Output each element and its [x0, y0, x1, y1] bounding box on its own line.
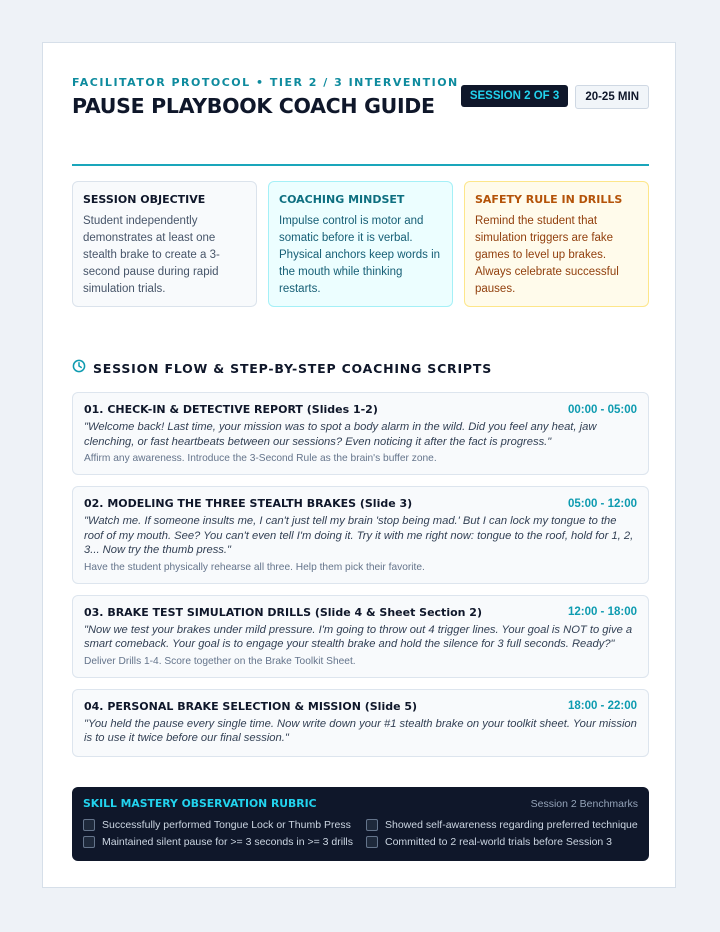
step-title: 04. PERSONAL BRAKE SELECTION & MISSION (Slide 5) [84, 699, 418, 713]
rubric-item-label: Showed self-awareness regarding preferred technique [385, 819, 638, 831]
rubric-item-label: Maintained silent pause for >= 3 seconds in >= 3 drills [102, 836, 353, 848]
objective-card [72, 181, 257, 307]
rubric-item [83, 819, 366, 831]
coach-guide-page [42, 42, 676, 888]
safety-card [464, 181, 649, 307]
step-title: 03. BRAKE TEST SIMULATION DRILLS (Slide 4 & Sheet Section 2) [84, 605, 482, 619]
step-note: Affirm any awareness. Introduce the 3-Second Rule as the brain's buffer zone. [84, 453, 437, 464]
step-script: "Watch me. If someone insults me, I can't just tell my brain 'stop being mad.' But I can lock my tongue to the roof of my mouth. See? You can't even tell I'm doing it. Try it with me right now: tongue to the roof, hold for 1, 2, 3... Now try the thumb press." [84, 515, 634, 556]
section-header [72, 359, 492, 378]
rubric-panel [72, 787, 649, 861]
step-time: 05:00 - 12:00 [567, 497, 637, 510]
card-title: SESSION OBJECTIVE [83, 193, 206, 206]
step-script: "Welcome back! Last time, your mission was to spot a body alarm in the wild. Did you feel any heat, jaw clenching, or fast heartbeats between our sessions? Even noticing it after the fact is progress." [84, 421, 597, 448]
card-text: Student independently demonstrates at least one stealth brake to create a 3-second pause during rapid simulation trials. [83, 215, 220, 295]
card-text: Impulse control is motor and somatic before it is verbal. Physical anchors keep words in the mouth while thinking restarts. [279, 215, 441, 295]
checkbox[interactable] [366, 819, 378, 831]
session-badge: SESSION 2 OF 3 [461, 85, 568, 107]
page-content [72, 76, 649, 848]
step-title: 01. CHECK-IN & DETECTIVE REPORT (Slides 1-2) [84, 403, 378, 416]
page-title: PAUSE PLAYBOOK COACH GUIDE [72, 94, 435, 118]
step-script: "Now we test your brakes under mild pressure. I'm going to throw out 4 trigger lines. Your goal is NOT to give a smart comeback. Your goal is to engage your stealth brake and hold the silence for 3 full seconds. Ready?" [84, 623, 633, 650]
step-time: 00:00 - 05:00 [567, 403, 637, 416]
document-kicker: FACILITATOR PROTOCOL • TIER 2 / 3 INTERVENTION [72, 76, 459, 89]
rubric-title: SKILL MASTERY OBSERVATION RUBRIC [83, 797, 317, 810]
step-card [72, 689, 649, 757]
rubric-item [366, 819, 638, 831]
step-card [72, 595, 649, 678]
rubric-item-label: Successfully performed Tongue Lock or Thumb Press [102, 819, 351, 831]
step-card [72, 392, 649, 475]
step-script: "You held the pause every single time. Now write down your #1 stealth brake on your toolkit sheet. Your mission is to use it twice before our final session." [84, 717, 637, 744]
card-text: Remind the student that simulation triggers are fake games to level up brakes. Always celebrate successful pauses. [475, 215, 619, 295]
rubric-checklist [83, 819, 638, 848]
step-time: 18:00 - 22:00 [567, 700, 637, 712]
duration-badge: 20-25 MIN [575, 85, 649, 109]
step-title: 02. MODELING THE THREE STEALTH BRAKES (Slide 3) [84, 497, 413, 510]
section-title: SESSION FLOW & STEP-BY-STEP COACHING SCRIPTS [93, 361, 493, 376]
card-title: COACHING MINDSET [279, 193, 405, 206]
rubric-item-label: Committed to 2 real-world trials before Session 3 [385, 836, 613, 848]
header-divider [72, 164, 649, 166]
mindset-card [268, 181, 453, 307]
header-badges [461, 85, 649, 109]
step-note: Deliver Drills 1-4. Score together on the Brake Toolkit Sheet. [84, 655, 356, 667]
clock-icon [72, 359, 86, 378]
step-time: 12:00 - 18:00 [567, 606, 637, 618]
rubric-item [83, 836, 366, 848]
rubric-item [366, 836, 638, 848]
checkbox[interactable] [83, 819, 95, 831]
checkbox[interactable] [366, 836, 378, 848]
rubric-subtitle: Session 2 Benchmarks [530, 797, 638, 810]
checkbox[interactable] [83, 836, 95, 848]
step-list [72, 392, 649, 768]
step-note: Have the student physically rehearse all three. Help them pick their favorite. [84, 561, 425, 573]
info-cards [72, 181, 649, 307]
step-card [72, 486, 649, 584]
card-title: SAFETY RULE IN DRILLS [475, 193, 623, 206]
